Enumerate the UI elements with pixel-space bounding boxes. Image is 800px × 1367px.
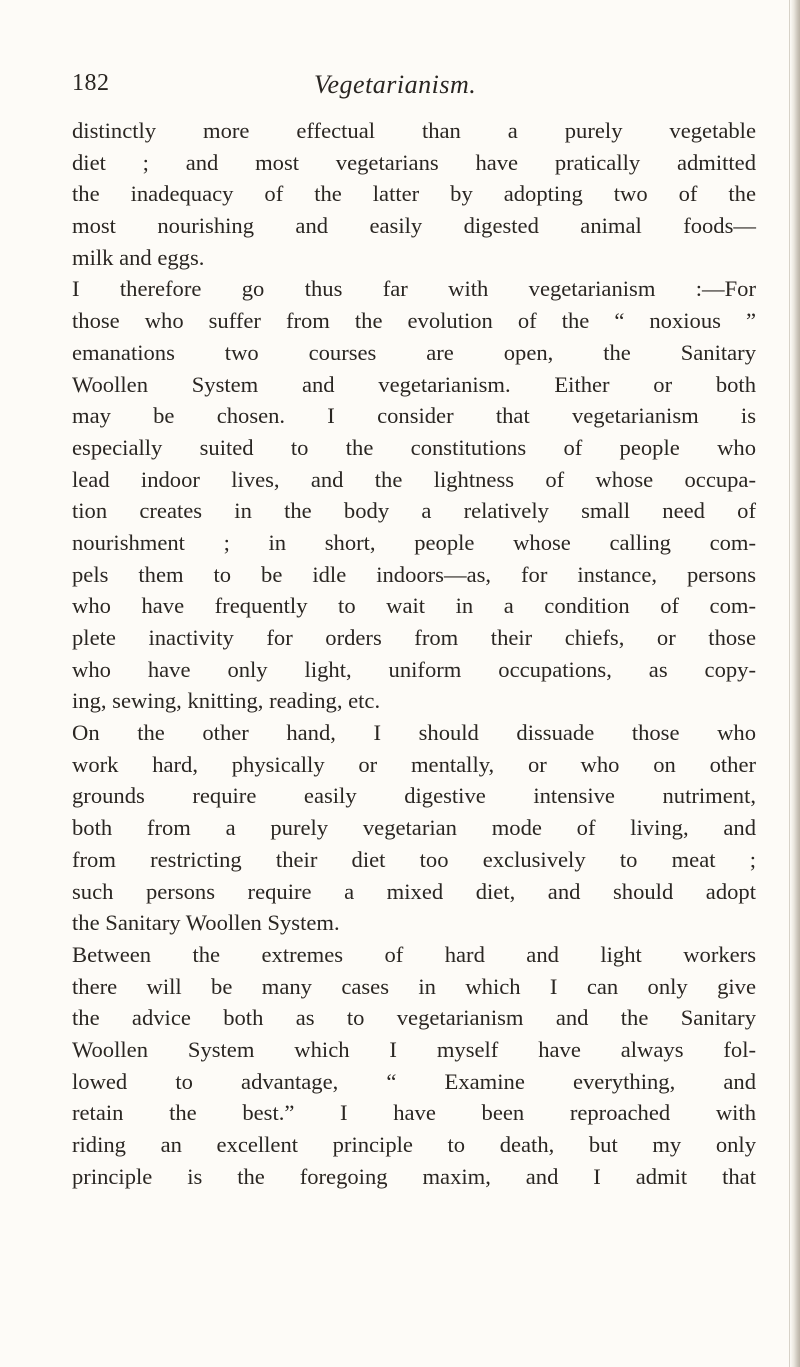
text-line: there will be many cases in which I can only give: [72, 973, 756, 999]
running-title: Vegetarianism.: [314, 70, 477, 99]
text-line: Woollen System and vegetarianism. Either or both: [72, 371, 756, 397]
text-line: may be chosen. I consider that vegetarianism is: [72, 403, 756, 429]
text-line: pels them to be idle indoors—as, for instance, persons: [72, 561, 756, 587]
text-line: principle is the foregoing maxim, and I admit that: [72, 1163, 756, 1189]
text-line: who have only light, uniform occupations, as copy-: [72, 656, 756, 682]
text-line: the advice both as to vegetarianism and the Sanitary: [72, 1005, 756, 1031]
text-line: from restricting their diet too exclusively to meat ;: [72, 846, 756, 872]
text-line: tion creates in the body a relatively small need of: [72, 498, 756, 524]
page-number: 182: [72, 70, 110, 96]
text-line: On the other hand, I should dissuade those who: [72, 720, 756, 746]
page-header: [72, 70, 772, 110]
text-line: lead indoor lives, and the lightness of whose occupa-: [72, 466, 756, 492]
text-line: ing, sewing, knitting, reading, etc.: [72, 688, 381, 714]
text-line: who have frequently to wait in a condition of com-: [72, 593, 756, 619]
text-line: distinctly more effectual than a purely vegetable: [72, 118, 756, 143]
text-line: those who suffer from the evolution of the “ noxious ”: [72, 308, 756, 334]
text-line: Woollen System which I myself have always fol-: [72, 1036, 756, 1062]
text-line: emanations two courses are open, the Sanitary: [72, 339, 756, 365]
text-line: the Sanitary Woollen System.: [72, 910, 340, 936]
text-line: such persons require a mixed diet, and should adopt: [72, 878, 756, 904]
text-line: retain the best.” I have been reproached with: [72, 1100, 756, 1126]
text-line: diet ; and most vegetarians have pratically admitted: [72, 149, 756, 175]
text-line: riding an excellent principle to death, but my only: [72, 1132, 756, 1157]
body-text: [72, 115, 756, 1192]
text-line: both from a purely vegetarian mode of living, and: [72, 815, 756, 841]
text-line: milk and eggs.: [72, 244, 205, 270]
text-line: nourishment ; in short, people whose calling com-: [72, 529, 756, 555]
page-edge-shadow: [790, 0, 800, 1367]
text-line: the inadequacy of the latter by adopting two of the: [72, 181, 756, 207]
text-line: most nourishing and easily digested animal foods—: [72, 213, 756, 239]
text-line: I therefore go thus far with vegetarianism :—For: [72, 276, 756, 302]
text-line: plete inactivity for orders from their chiefs, or those: [72, 625, 756, 650]
text-line: grounds require easily digestive intensive nutriment,: [72, 783, 756, 809]
text-line: lowed to advantage, “ Examine everything, and: [72, 1068, 756, 1094]
text-line: especially suited to the constitutions of people who: [72, 434, 756, 460]
text-line: work hard, physically or mentally, or who on other: [72, 751, 756, 777]
text-line: Between the extremes of hard and light workers: [72, 941, 756, 967]
